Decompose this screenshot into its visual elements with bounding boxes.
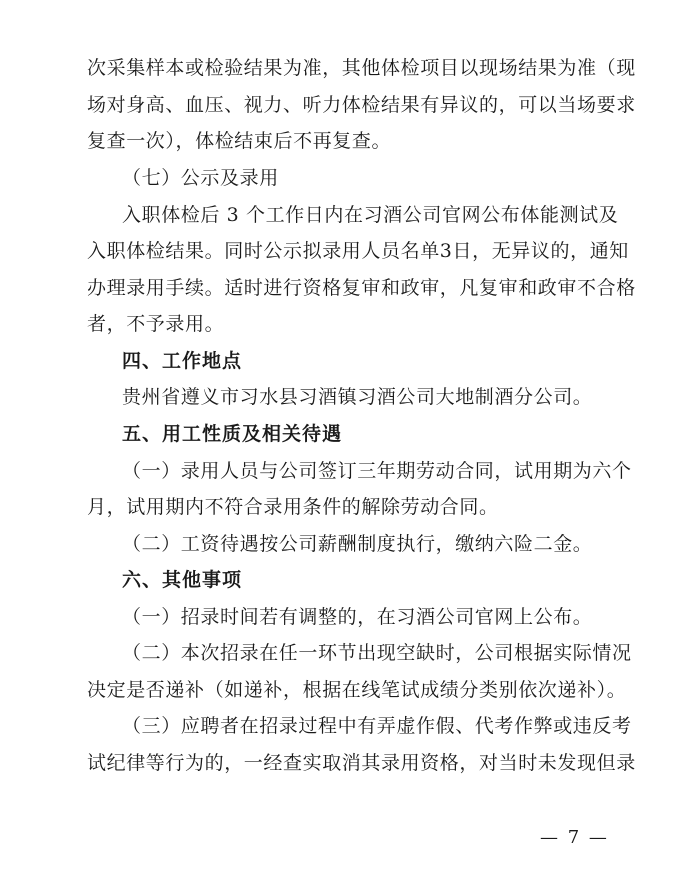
paragraph-line: （一）招录时间若有调整的，在习酒公司官网上公布。 [122,606,593,628]
paragraph-line: 者，不予录用。 [87,313,225,335]
paragraph-line: （三）应聘者在招录过程中有弄虚作假、代考作弊或违反考 [122,715,632,737]
paragraph-line: 决定是否递补（如递补，根据在线笔试成绩分类别依次递补）。 [87,679,627,701]
paragraph-line: （一）录用人员与公司签订三年期劳动合同，试用期为六个 [122,460,632,482]
paragraph-line: （二）本次招录在任一环节出现空缺时，公司根据实际情况 [122,642,632,664]
paragraph-line: 场对身高、血压、视力、听力体检结果有异议的，可以当场要求 [87,94,636,116]
paragraph-line: 入职体检后 3 个工作日内在习酒公司官网公布体能测试及 [122,204,619,226]
page-number: — 7 — [540,827,609,848]
section-heading-employment-nature: 五、用工性质及相关待遇 [122,423,343,445]
section-heading-other-matters: 六、其他事项 [122,569,243,591]
paragraph-line: 入职体检结果。同时公示拟录用人员名单3日，无异议的，通知 [87,240,629,262]
paragraph-line: 试纪律等行为的，一经查实取消其录用资格，对当时未发现但录 [87,752,636,774]
section-subheading: （七）公示及录用 [122,167,279,189]
paragraph-line: 月，试用期内不符合录用条件的解除劳动合同。 [87,496,499,518]
paragraph-line: 贵州省遵义市习水县习酒镇习酒公司大地制酒分公司。 [122,386,593,408]
paragraph-line: 次采集样本或检验结果为准，其他体检项目以现场结果为准（现 [87,57,636,79]
paragraph-line: （二）工资待遇按公司薪酬制度执行，缴纳六险二金。 [122,533,593,555]
section-heading-work-location: 四、工作地点 [122,350,243,372]
paragraph-line: 复查一次），体检结束后不再复查。 [87,130,392,152]
paragraph-line: 办理录用手续。适时进行资格复审和政审，凡复审和政审不合格 [87,277,636,299]
